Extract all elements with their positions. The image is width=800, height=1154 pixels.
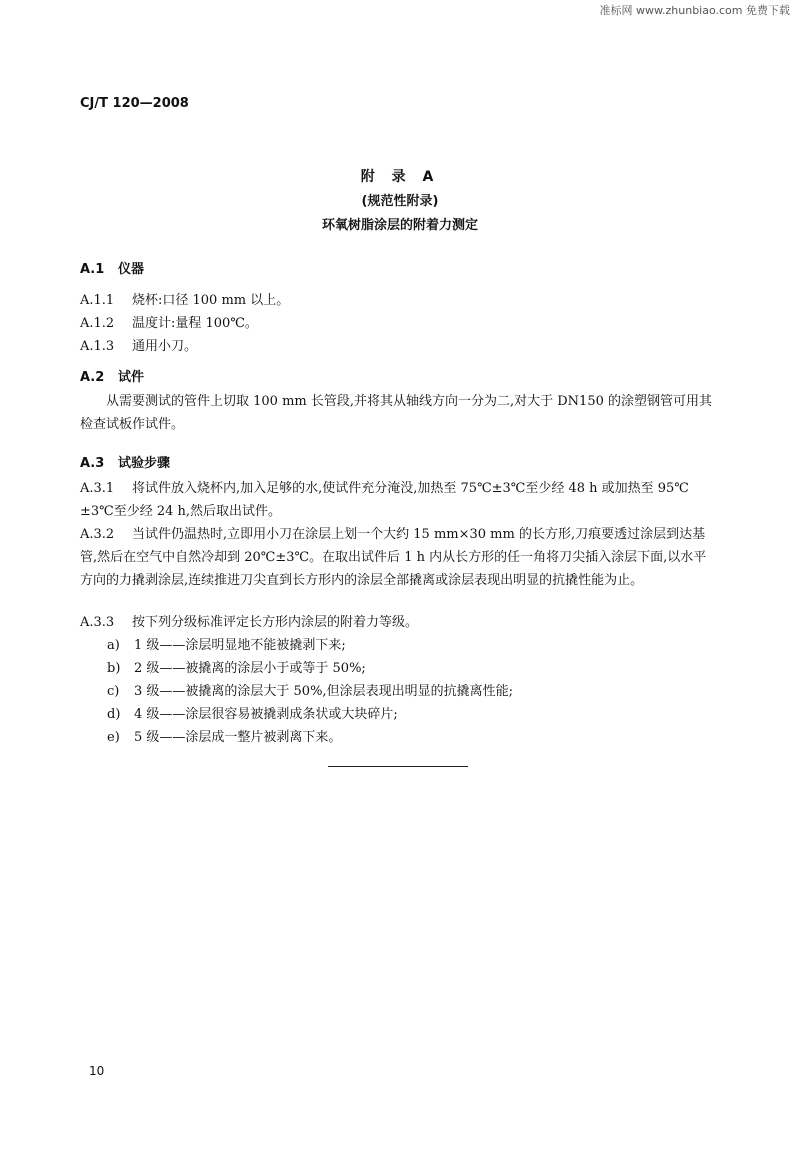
clause-text: 温度计:量程 100℃。 <box>132 316 258 331</box>
list-text: 2 级——被撬离的涂层小于或等于 50%; <box>134 661 366 676</box>
section-number: A.2 <box>80 370 105 385</box>
section-number: A.1 <box>80 262 105 277</box>
watermark-text: 准标网 www.zhunbiao.com 免费下载 <box>599 4 790 17</box>
list-marker: e) <box>107 730 120 745</box>
page-number: 10 <box>89 1064 105 1078</box>
list-text: 5 级——涂层成一整片被剥离下来。 <box>134 730 342 745</box>
section-title: 仪器 <box>118 262 145 277</box>
clause-number: A.3.2 <box>80 527 115 542</box>
clause-text: 将试件放入烧杯内,加入足够的水,使试件充分淹没,加热至 75℃±3℃至少经 48 h 或加热至 95℃±3℃至少经 24 h,然后取出试件。 <box>80 481 689 519</box>
clause-a1-1 <box>80 289 289 308</box>
clause-a1-3 <box>80 335 197 354</box>
grade-item <box>107 680 513 699</box>
clause-a1-2 <box>80 312 258 331</box>
appendix-type: (规范性附录) <box>361 194 439 209</box>
end-rule <box>328 766 468 767</box>
grade-item <box>107 703 398 722</box>
clause-text: 当试件仍温热时,立即用小刀在涂层上划一个大约 15 mm×30 mm 的长方形,刀痕要透过涂层到达基管,然后在空气中自然冷却到 20℃±3℃。在取出试件后 1 h 内从长方形的任一角将刀尖插入涂层下面,以水平方向的力撬剥涂层,连续推进刀尖直到长方形内的涂层全部撬离或涂层表现出明显的抗撬性能为止。 <box>80 527 707 588</box>
list-text: 4 级——涂层很容易被撬剥成条状或大块碎片; <box>134 707 398 722</box>
clause-a3-1 <box>80 477 714 523</box>
grade-item <box>107 657 366 676</box>
appendix-name: 环氧树脂涂层的附着力测定 <box>321 218 478 233</box>
list-marker: d) <box>107 707 121 722</box>
clause-text: 通用小刀。 <box>132 339 198 354</box>
document-code: CJ/T 120—2008 <box>80 96 189 111</box>
clause-number: A.3.1 <box>80 481 115 496</box>
list-text: 3 级——被撬离的涂层大于 50%,但涂层表现出明显的抗撬离性能; <box>134 684 513 699</box>
list-marker: b) <box>107 661 121 676</box>
grade-item <box>107 726 341 745</box>
clause-a3-2 <box>80 523 714 592</box>
section-a2-paragraph: 从需要测试的管件上切取 100 mm 长管段,并将其从轴线方向一分为二,对大于 DN150 的涂塑钢管可用其检查试板作试件。 <box>80 394 713 432</box>
list-text: 1 级——涂层明显地不能被撬剥下来; <box>134 638 346 653</box>
list-marker: c) <box>107 684 120 699</box>
clause-number: A.3.3 <box>80 615 115 630</box>
section-heading-a3 <box>80 452 170 471</box>
clause-text: 按下列分级标准评定长方形内涂层的附着力等级。 <box>132 615 419 630</box>
section-title: 试件 <box>118 370 145 385</box>
appendix-title: 附 录 A <box>360 169 440 185</box>
list-marker: a) <box>107 638 120 653</box>
clause-number: A.1.2 <box>80 316 115 331</box>
section-heading-a1 <box>80 258 144 277</box>
clause-number: A.1.3 <box>80 339 115 354</box>
clause-text: 烧杯:口径 100 mm 以上。 <box>132 293 290 308</box>
section-heading-a2 <box>80 366 144 385</box>
grade-item <box>107 634 346 653</box>
section-number: A.3 <box>80 456 105 471</box>
section-title: 试验步骤 <box>118 456 171 471</box>
clause-a3-3 <box>80 611 418 630</box>
clause-number: A.1.1 <box>80 293 115 308</box>
